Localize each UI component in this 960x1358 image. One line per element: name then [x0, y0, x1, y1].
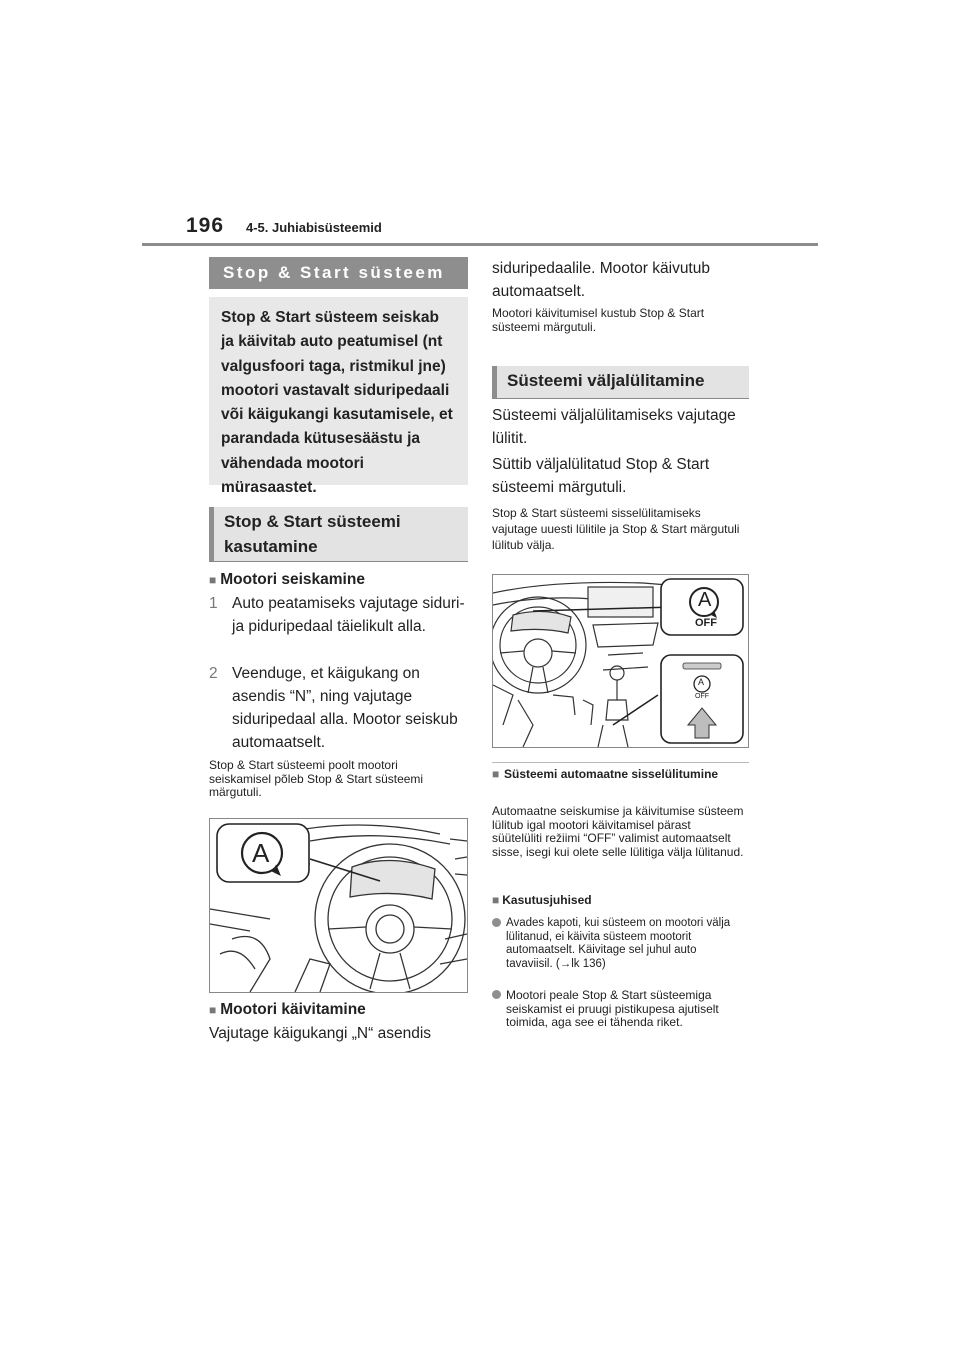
- figure-switch-location: [492, 574, 749, 748]
- square-bullet-icon: ■: [209, 573, 217, 587]
- figure-dashboard-indicator: [209, 818, 468, 993]
- switch-label: A: [698, 677, 705, 687]
- tip-item: Avades kapoti, kui süsteem on mootori välja lülitanud, ei käivita süsteem mootorit automaatselt. Käivitage sel juhul auto tavaviisil. (→lk 136): [492, 917, 744, 971]
- header-rule: [142, 243, 818, 246]
- section-title: 4-5. Juhiabisüsteemid: [246, 220, 382, 235]
- indicator-off-label: OFF: [695, 617, 717, 629]
- auto-text: Automaatne seiskumise ja käivitumise süsteem lülitub igal mootori käivitamisel pärast süütelüliti režiimi “OFF” valimist automaatselt sisse, isegi kui olete selle lülitiga välja lülitanud.: [492, 804, 744, 859]
- subheading-rule: [492, 398, 749, 399]
- auto-heading: ■ Süsteemi automaatne sisselülitumine: [492, 767, 719, 781]
- intro-box: Stop & Start süsteem seiskab ja käivitab auto peatumisel (nt valgusfoori taga, ristmikul jne) mootori vastavalt siduripedaali või käigukangi kasutamisele, et parandada kütusesäästu ja vähendada mootori mürasaastet.: [209, 297, 468, 485]
- step-1: [209, 592, 468, 638]
- dashboard-illustration: [210, 819, 467, 992]
- divider: [492, 762, 749, 763]
- start-text: Vajutage käigukangi „N“ asendis: [209, 1025, 432, 1042]
- disable-text-1: Süsteemi väljalülitamiseks vajutage lülitit.: [492, 407, 736, 447]
- step-number: 2: [209, 665, 218, 682]
- start-heading: ■ Mootori käivitamine: [209, 1001, 366, 1018]
- start-text-continued: siduripedaalile. Mootor käivutub automaatselt.: [492, 260, 710, 300]
- square-bullet-icon: ■: [492, 893, 500, 907]
- subheading-usage: Stop & Start süsteemi kasutamine: [209, 507, 468, 561]
- indicator-label: A: [698, 589, 712, 611]
- circle-bullet-icon: [492, 990, 501, 999]
- section-title-bar: Stop & Start süsteem: [209, 257, 468, 289]
- stop-note: Stop & Start süsteemi poolt mootori seiskamisel põleb Stop & Start süsteemi märgutuli.: [209, 758, 424, 799]
- disable-text-2: Süttib väljalülitatud Stop & Start süsteemi märgutuli.: [492, 456, 710, 496]
- disable-note: Stop & Start süsteemi sisselülitamiseks vajutage uuesti lülitile ja Stop & Start märgutuli lülitub välja.: [492, 506, 740, 552]
- tips-heading: ■ Kasutusjuhised: [492, 893, 592, 907]
- start-note: Mootori käivitumisel kustub Stop & Start süsteemi märgutuli.: [492, 306, 705, 334]
- step-2: [209, 662, 468, 754]
- indicator-label: A: [252, 838, 270, 868]
- subheading-disable: Süsteemi väljalülitamine: [492, 366, 749, 398]
- switch-off-label: OFF: [695, 693, 709, 700]
- square-bullet-icon: ■: [492, 767, 500, 781]
- page-number: 196: [186, 214, 225, 237]
- stop-heading: ■ Mootori seiskamine: [209, 571, 365, 588]
- tip-item: Mootori peale Stop & Start süsteemiga seiskamist ei pruugi pistikupesa ajutiselt toimida, aga see ei tähenda riket.: [492, 989, 744, 1030]
- circle-bullet-icon: [492, 918, 501, 927]
- subheading-rule: [209, 561, 468, 562]
- step-text: Auto peatamiseks vajutage siduri- ja piduripedaal täielikult alla.: [232, 595, 465, 635]
- step-text: Veenduge, et käigukang on asendis “N”, ning vajutage siduripedaal alla. Mootor seiskub automaatselt.: [232, 665, 458, 751]
- square-bullet-icon: ■: [209, 1003, 217, 1017]
- step-number: 1: [209, 595, 218, 612]
